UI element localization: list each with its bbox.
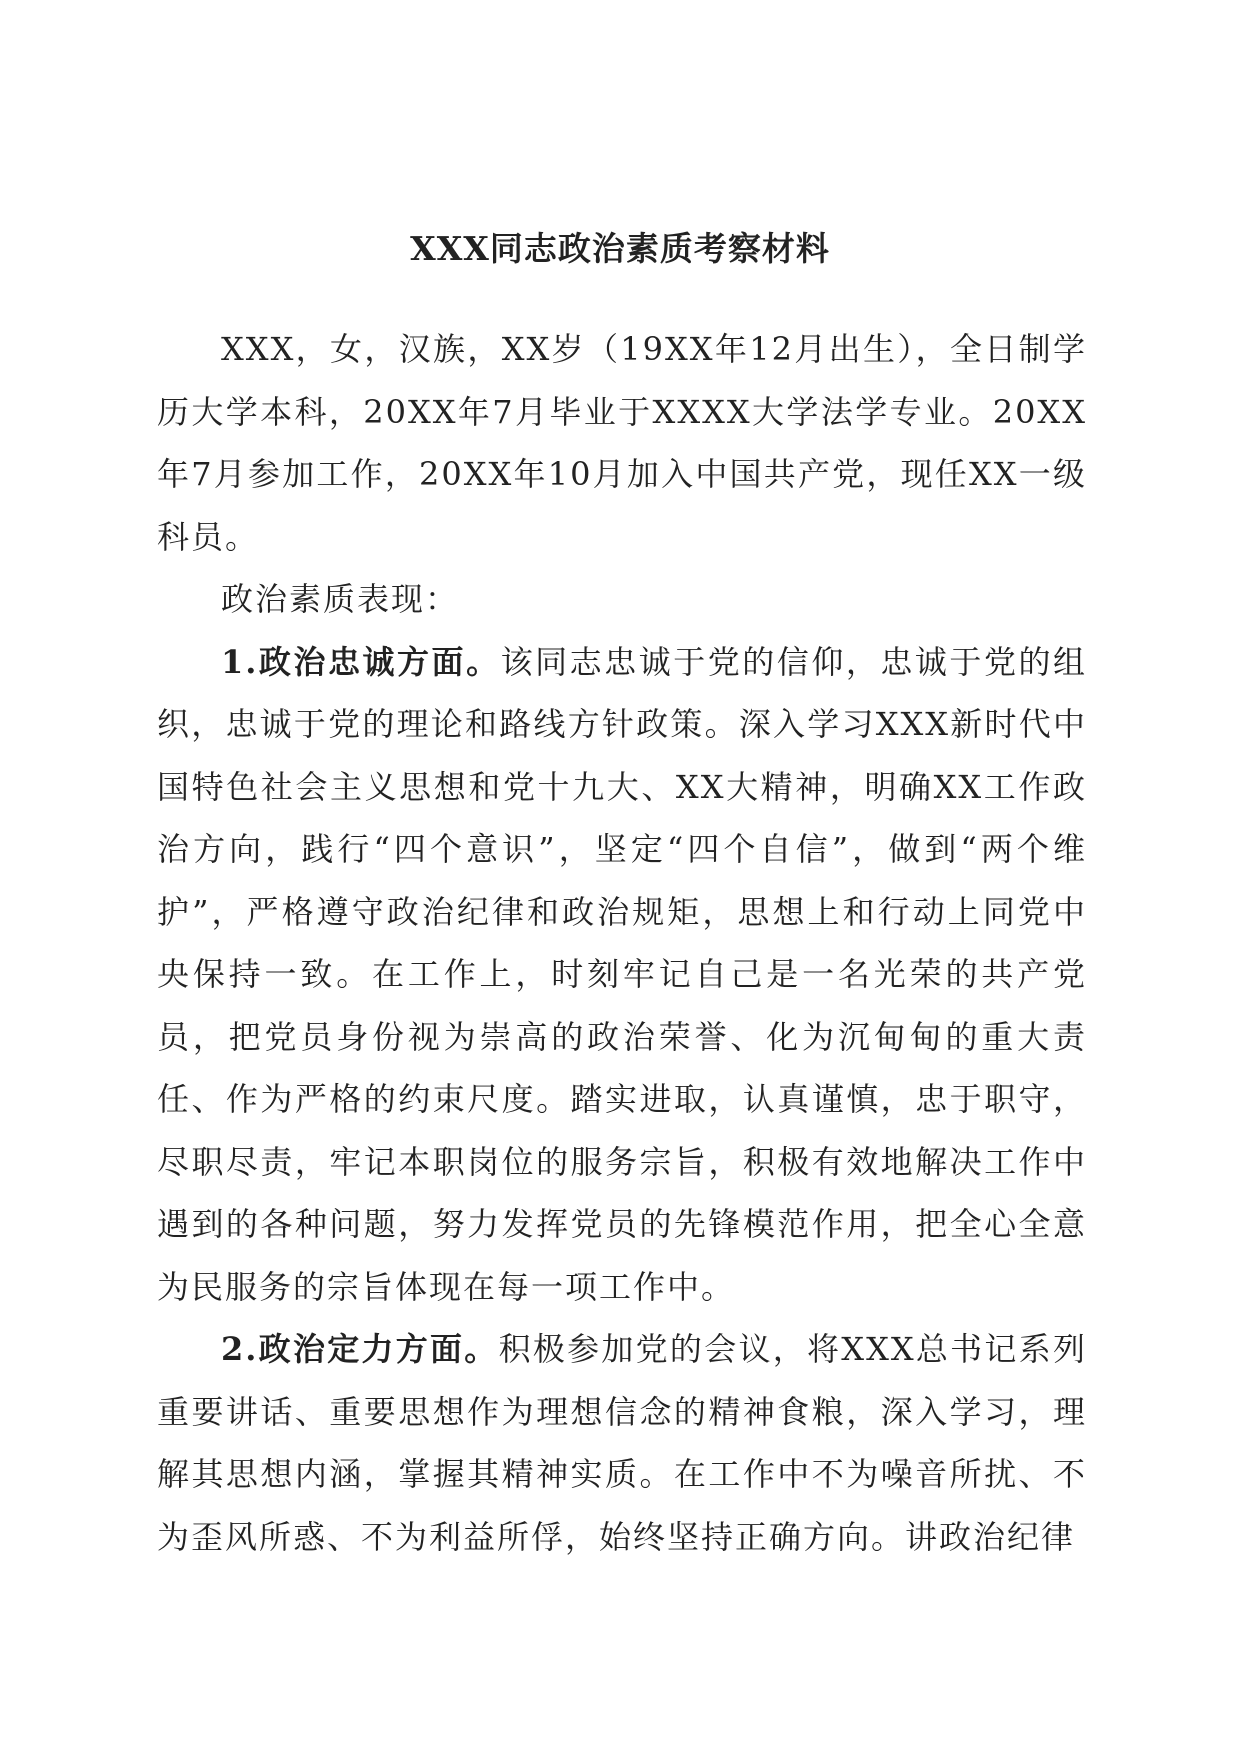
item-paragraph-political-resolve	[157, 1318, 1087, 1568]
item-paragraph-political-loyalty	[157, 631, 1087, 1319]
item-lead-political-resolve: 2.政治定力方面。	[221, 1330, 499, 1368]
document-title: XXX同志政治素质考察材料	[410, 229, 830, 268]
item-text-political-loyalty: 该同志忠诚于党的信仰，忠诚于党的组织，忠诚于党的理论和路线方针政策。深入学习XXX新时代中国特色社会主义思想和党十九大、XX大精神，明确XX工作政治方向，践行“四个意识”，坚定“四个自信”，做到“两个维护”，严格遵守政治纪律和政治规矩，思想上和行动上同党中央保持一致。在工作上，时刻牢记自己是一名光荣的共产党员，把党员身份视为崇高的政治荣誉、化为沉甸甸的重大责任、作为严格的约束尺度。踏实进取，认真谨慎，忠于职守，尽职尽责，牢记本职岗位的服务宗旨，积极有效地解决工作中遇到的各种问题，努力发挥党员的先锋模范作用，把全心全意为民服务的宗旨体现在每一项工作中。	[157, 642, 1087, 1306]
section-heading: 政治素质表现：	[221, 580, 460, 618]
document-body	[157, 318, 1087, 1568]
intro-paragraph: XXX，女，汉族，XX岁（19XX年12月出生），全日制学历大学本科，20XX年7月毕业于XXXX大学法学专业。20XX年7月参加工作，20XX年10月加入中国共产党，现任XX一级科员。	[157, 330, 1087, 556]
item-text-political-resolve: 积极参加党的会议，将XXX总书记系列重要讲话、重要思想作为理想信念的精神食粮，深入学习，理解其思想内涵，掌握其精神实质。在工作中不为噪音所扰、不为歪风所惑、不为利益所俘，始终坚持正确方向。讲政治纪律	[157, 1330, 1087, 1556]
item-lead-political-loyalty: 1.政治忠诚方面。	[221, 642, 501, 681]
